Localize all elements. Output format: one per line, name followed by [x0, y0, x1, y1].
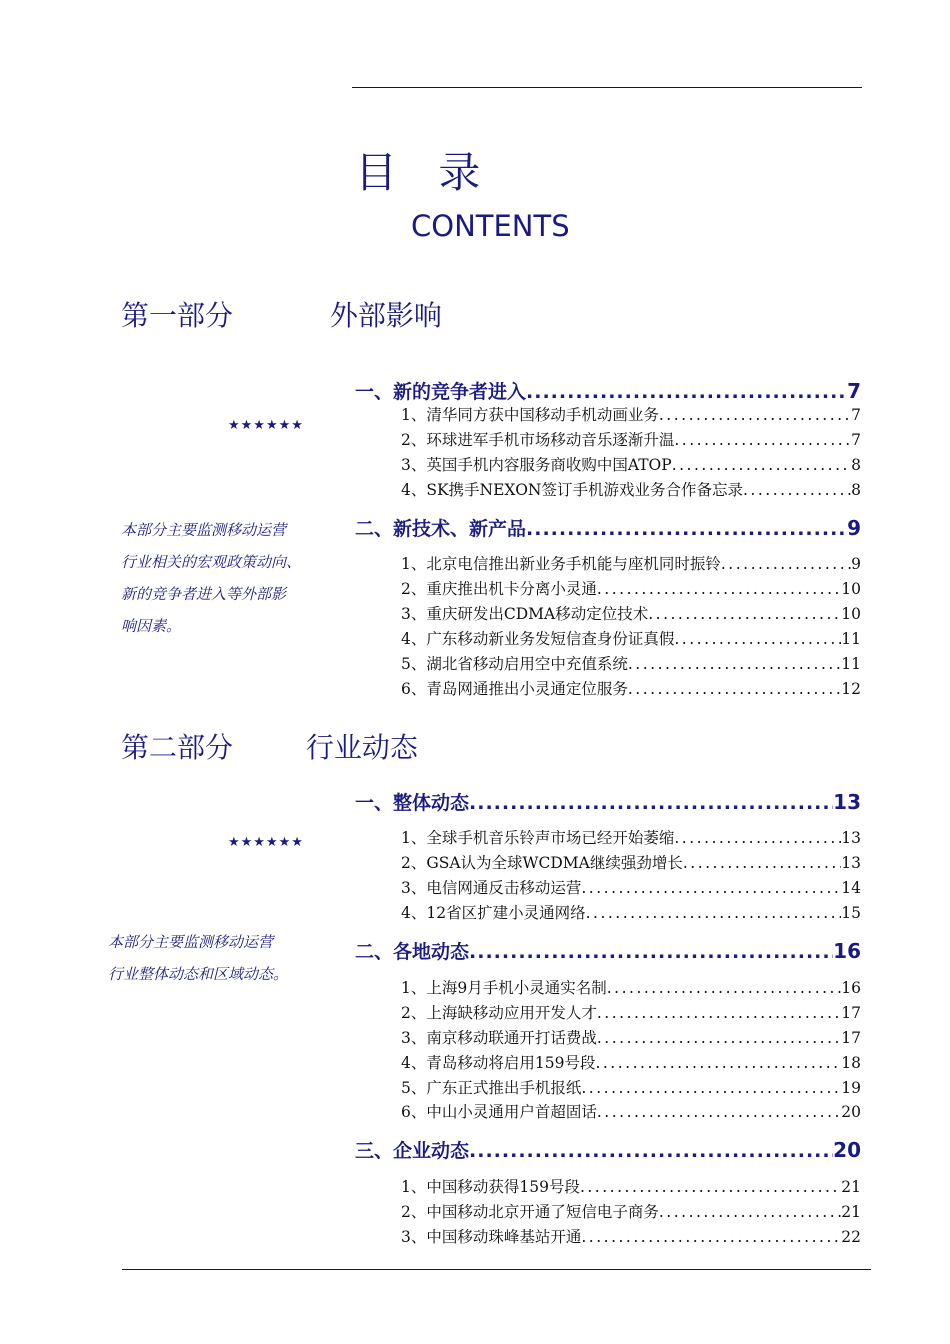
toc-item[interactable]	[401, 856, 861, 872]
item-label: 2、中国移动北京开通了短信电子商务	[401, 1203, 659, 1221]
toc-section[interactable]	[355, 1140, 861, 1161]
part-1-stars: ★★★★★★	[228, 418, 304, 433]
note-line: 本部分主要监测移动运营	[108, 933, 274, 951]
item-label: 1、上海9月手机小灵通实名制	[401, 979, 607, 997]
dot-leader	[659, 1205, 841, 1221]
toc-item[interactable]	[401, 433, 861, 449]
toc-item[interactable]	[401, 408, 861, 424]
item-page: 9	[851, 555, 861, 573]
part-2-stars: ★★★★★★	[228, 835, 304, 850]
dot-leader	[721, 557, 851, 573]
toc-item[interactable]	[401, 1180, 861, 1196]
section-page: 9	[847, 516, 861, 540]
item-label: 1、北京电信推出新业务手机能与座机同时振铃	[401, 555, 721, 573]
item-label: 1、清华同方获中国移动手机动画业务	[401, 406, 659, 424]
note-line: 新的竞争者进入等外部影	[121, 585, 287, 603]
part-2-subtitle: 行业动态	[305, 731, 418, 764]
item-label: 2、环球进军手机市场移动音乐逐渐升温	[401, 431, 675, 449]
toc-item[interactable]	[401, 483, 861, 499]
dot-leader	[674, 632, 841, 648]
dot-leader	[581, 881, 841, 897]
toc-item[interactable]	[401, 632, 861, 648]
item-page: 18	[841, 1054, 861, 1072]
section-page: 7	[847, 379, 861, 403]
section-title: 三、企业动态	[355, 1140, 470, 1162]
section-title: 二、各地动态	[355, 941, 470, 963]
item-page: 11	[841, 630, 861, 648]
toc-item[interactable]	[401, 881, 861, 897]
item-label: 4、青岛移动将启用159号段	[401, 1054, 596, 1072]
header-rule	[352, 87, 862, 88]
item-label: 5、广东正式推出手机报纸	[401, 1079, 582, 1097]
toc-item[interactable]	[401, 657, 861, 673]
toc-section[interactable]	[355, 792, 861, 813]
item-label: 2、上海缺移动应用开发人才	[401, 1004, 597, 1022]
item-page: 7	[851, 431, 861, 449]
note-line: 本部分主要监测移动运营	[121, 521, 287, 539]
item-label: 1、全球手机音乐铃声市场已经开始萎缩	[401, 829, 675, 847]
dot-leader	[581, 1081, 841, 1097]
section-page: 20	[833, 1138, 861, 1162]
dot-leader	[597, 582, 841, 598]
toc-item[interactable]	[401, 582, 861, 598]
item-page: 8	[851, 456, 861, 474]
toc-item[interactable]	[401, 1056, 861, 1072]
dot-leader	[628, 657, 841, 673]
item-label: 4、12省区扩建小灵通网络	[401, 904, 586, 922]
dot-leader	[659, 408, 851, 424]
dot-leader	[628, 682, 841, 698]
item-label: 5、湖北省移动启用空中充值系统	[401, 655, 628, 673]
part-2-name: 第二部分	[121, 731, 234, 764]
toc-item[interactable]	[401, 1205, 861, 1221]
item-page: 21	[841, 1178, 861, 1196]
note-line: 行业整体动态和区域动态。	[108, 965, 289, 983]
dot-leader	[469, 1142, 833, 1161]
dot-leader	[597, 1105, 841, 1121]
item-page: 10	[841, 580, 861, 598]
dot-leader	[597, 1031, 841, 1047]
dot-leader	[581, 1230, 841, 1246]
toc-section[interactable]	[355, 381, 861, 402]
dot-leader	[607, 981, 842, 997]
item-page: 22	[841, 1228, 861, 1246]
toc-item[interactable]	[401, 1006, 861, 1022]
item-page: 12	[841, 680, 861, 698]
toc-section[interactable]	[355, 941, 861, 962]
item-page: 14	[841, 879, 861, 897]
dot-leader	[674, 831, 841, 847]
part-2-note	[108, 926, 288, 990]
item-label: 2、重庆推出机卡分离小灵通	[401, 580, 597, 598]
item-page: 16	[841, 979, 861, 997]
dot-leader	[526, 383, 847, 402]
dot-leader	[648, 607, 841, 623]
item-label: 1、中国移动获得159号段	[401, 1178, 580, 1196]
page-subtitle: CONTENTS	[411, 209, 570, 243]
item-page: 10	[841, 605, 861, 623]
item-page: 13	[841, 854, 861, 872]
item-label: 6、中山小灵通用户首超固话	[401, 1103, 597, 1121]
dot-leader	[580, 1180, 841, 1196]
item-label: 3、英国手机内容服务商收购中国ATOP	[401, 456, 672, 474]
item-page: 7	[851, 406, 861, 424]
dot-leader	[674, 433, 851, 449]
toc-item[interactable]	[401, 458, 861, 474]
part-2-heading	[121, 731, 418, 764]
toc-item[interactable]	[401, 981, 861, 997]
dot-leader	[526, 520, 847, 539]
toc-item[interactable]	[401, 1230, 861, 1246]
part-1-subtitle: 外部影响	[329, 299, 442, 332]
dot-leader	[595, 1056, 841, 1072]
item-label: 4、SK携手NEXON签订手机游戏业务合作备忘录	[401, 481, 743, 499]
item-label: 3、电信网通反击移动运营	[401, 879, 582, 897]
note-line: 行业相关的宏观政策动向、	[121, 553, 302, 571]
page-title: 目 录	[355, 148, 495, 197]
dot-leader	[743, 483, 851, 499]
toc-item[interactable]	[401, 831, 861, 847]
item-label: 2、GSA认为全球WCDMA继续强劲增长	[401, 854, 683, 872]
section-title: 二、新技术、新产品	[355, 518, 527, 540]
toc-item[interactable]	[401, 607, 861, 623]
item-page: 15	[841, 904, 861, 922]
item-page: 17	[841, 1004, 861, 1022]
item-label: 3、南京移动联通开打话费战	[401, 1029, 597, 1047]
toc-item[interactable]	[401, 557, 861, 573]
section-page: 13	[833, 790, 861, 814]
item-label: 6、青岛网通推出小灵通定位服务	[401, 680, 628, 698]
footer-rule	[122, 1269, 871, 1270]
item-page: 8	[851, 481, 861, 499]
dot-leader	[469, 794, 833, 813]
part-1-name: 第一部分	[121, 299, 234, 332]
toc-item[interactable]	[401, 1031, 861, 1047]
section-page: 16	[833, 939, 861, 963]
item-page: 19	[841, 1079, 861, 1097]
section-title: 一、新的竞争者进入	[355, 381, 527, 403]
item-label: 3、重庆研发出CDMA移动定位技术	[401, 605, 649, 623]
item-page: 11	[841, 655, 861, 673]
dot-leader	[683, 856, 841, 872]
part-1-heading	[121, 299, 442, 332]
item-page: 17	[841, 1029, 861, 1047]
toc-item[interactable]	[401, 1105, 861, 1121]
toc-item[interactable]	[401, 906, 861, 922]
dot-leader	[469, 943, 833, 962]
dot-leader	[597, 1006, 841, 1022]
section-title: 一、整体动态	[355, 792, 470, 814]
toc-item[interactable]	[401, 682, 861, 698]
toc-item[interactable]	[401, 1081, 861, 1097]
dot-leader	[586, 906, 842, 922]
dot-leader	[672, 458, 851, 474]
note-line: 响因素。	[121, 617, 182, 635]
toc-section[interactable]	[355, 518, 861, 539]
item-page: 21	[841, 1203, 861, 1221]
item-page: 20	[841, 1103, 861, 1121]
item-label: 3、中国移动珠峰基站开通	[401, 1228, 582, 1246]
part-1-note	[121, 514, 301, 642]
item-label: 4、广东移动新业务发短信查身份证真假	[401, 630, 675, 648]
item-page: 13	[841, 829, 861, 847]
